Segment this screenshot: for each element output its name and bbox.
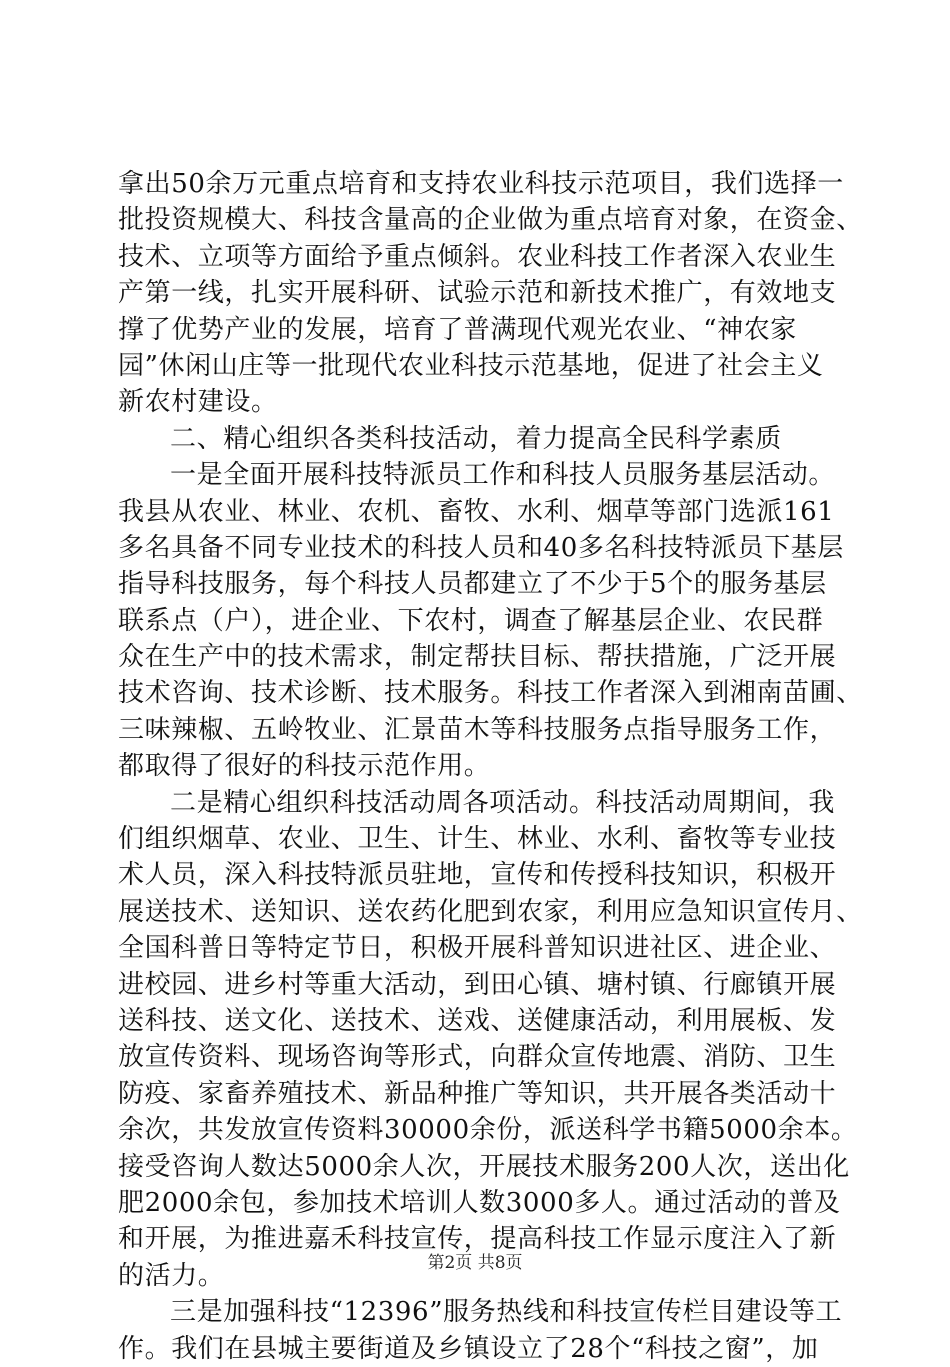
text-line: 放宣传资料、现场咨询等形式，向群众宣传地震、消防、卫生 — [118, 1042, 837, 1073]
paragraph-first-line: 一是全面开展科技特派员工作和科技人员服务基层活动。 — [170, 460, 836, 491]
text-line: 肥2000余包，参加技术培训人数3000多人。通过活动的普及 — [118, 1187, 841, 1218]
text-line: 防疫、家畜养殖技术、新品种推广等知识，共开展各类活动十 — [118, 1078, 837, 1109]
text-line: 展送技术、送知识、送农药化肥到农家，利用应急知识宣传月、 — [118, 896, 863, 927]
text-line: 们组织烟草、农业、卫生、计生、林业、水利、畜牧等专业技 — [118, 824, 837, 855]
text-line: 接受咨询人数达5000余人次，开展技术服务200人次，送出化 — [118, 1151, 850, 1182]
text-line: 我县从农业、林业、农机、畜牧、水利、烟草等部门选派161 — [118, 496, 835, 527]
text-line: 技术、立项等方面给予重点倾斜。农业科技工作者深入农业生 — [118, 241, 837, 272]
document-body — [118, 166, 863, 1367]
text-line: 全国科普日等特定节日，积极开展科普知识进社区、进企业、 — [118, 933, 837, 964]
text-line: 新农村建设。 — [118, 387, 278, 418]
text-line: 联系点（户），进企业、下农村，调查了解基层企业、农民群 — [118, 605, 824, 636]
text-line: 进校园、进乡村等重大活动，到田心镇、塘村镇、行廊镇开展 — [118, 969, 837, 1000]
text-line: 的活力。 — [118, 1260, 225, 1291]
text-line: 园”休闲山庄等一批现代农业科技示范基地，促进了社会主义 — [118, 350, 824, 381]
paragraph-first-line: 三是加强科技“12396”服务热线和科技宣传栏目建设等工 — [170, 1297, 843, 1328]
text-line: 作。我们在县城主要街道及乡镇设立了28个“科技之窗”，加 — [118, 1333, 819, 1364]
text-line: 送科技、送文化、送技术、送戏、送健康活动，利用展板、发 — [118, 1005, 837, 1036]
paragraph-first-line: 二、精心组织各类科技活动，着力提高全民科学素质 — [170, 423, 782, 454]
text-line: 多名具备不同专业技术的科技人员和40多名科技特派员下基层 — [118, 532, 844, 563]
text-line: 众在生产中的技术需求，制定帮扶目标、帮扶措施，广泛开展 — [118, 642, 837, 673]
text-line: 术人员，深入科技特派员驻地，宣传和传授科技知识，积极开 — [118, 860, 837, 891]
text-line: 技术咨询、技术诊断、技术服务。科技工作者深入到湘南苗圃、 — [118, 678, 863, 709]
text-line: 余次，共发放宣传资料30000余份，派送科学书籍5000余本。 — [118, 1115, 858, 1146]
paragraph-first-line: 二是精心组织科技活动周各项活动。科技活动周期间，我 — [170, 787, 836, 818]
text-line: 三味辣椒、五岭牧业、汇景苗木等科技服务点指导服务工作， — [118, 714, 837, 745]
text-line: 批投资规模大、科技含量高的企业做为重点培育对象，在资金、 — [118, 205, 863, 236]
text-line: 都取得了很好的科技示范作用。 — [118, 751, 491, 782]
text-line: 产第一线，扎实开展科研、试验示范和新技术推广，有效地支 — [118, 278, 837, 309]
text-line: 拿出50余万元重点培育和支持农业科技示范项目，我们选择一 — [118, 169, 844, 199]
page-footer: 第2页 共8页 — [427, 1253, 523, 1273]
text-line: 撑了优势产业的发展，培育了普满现代观光农业、“神农家 — [118, 314, 797, 345]
text-line: 和开展，为推进嘉禾科技宣传，提高科技工作显示度注入了新 — [118, 1224, 837, 1255]
text-line: 指导科技服务，每个科技人员都建立了不少于5个的服务基层 — [118, 569, 827, 600]
